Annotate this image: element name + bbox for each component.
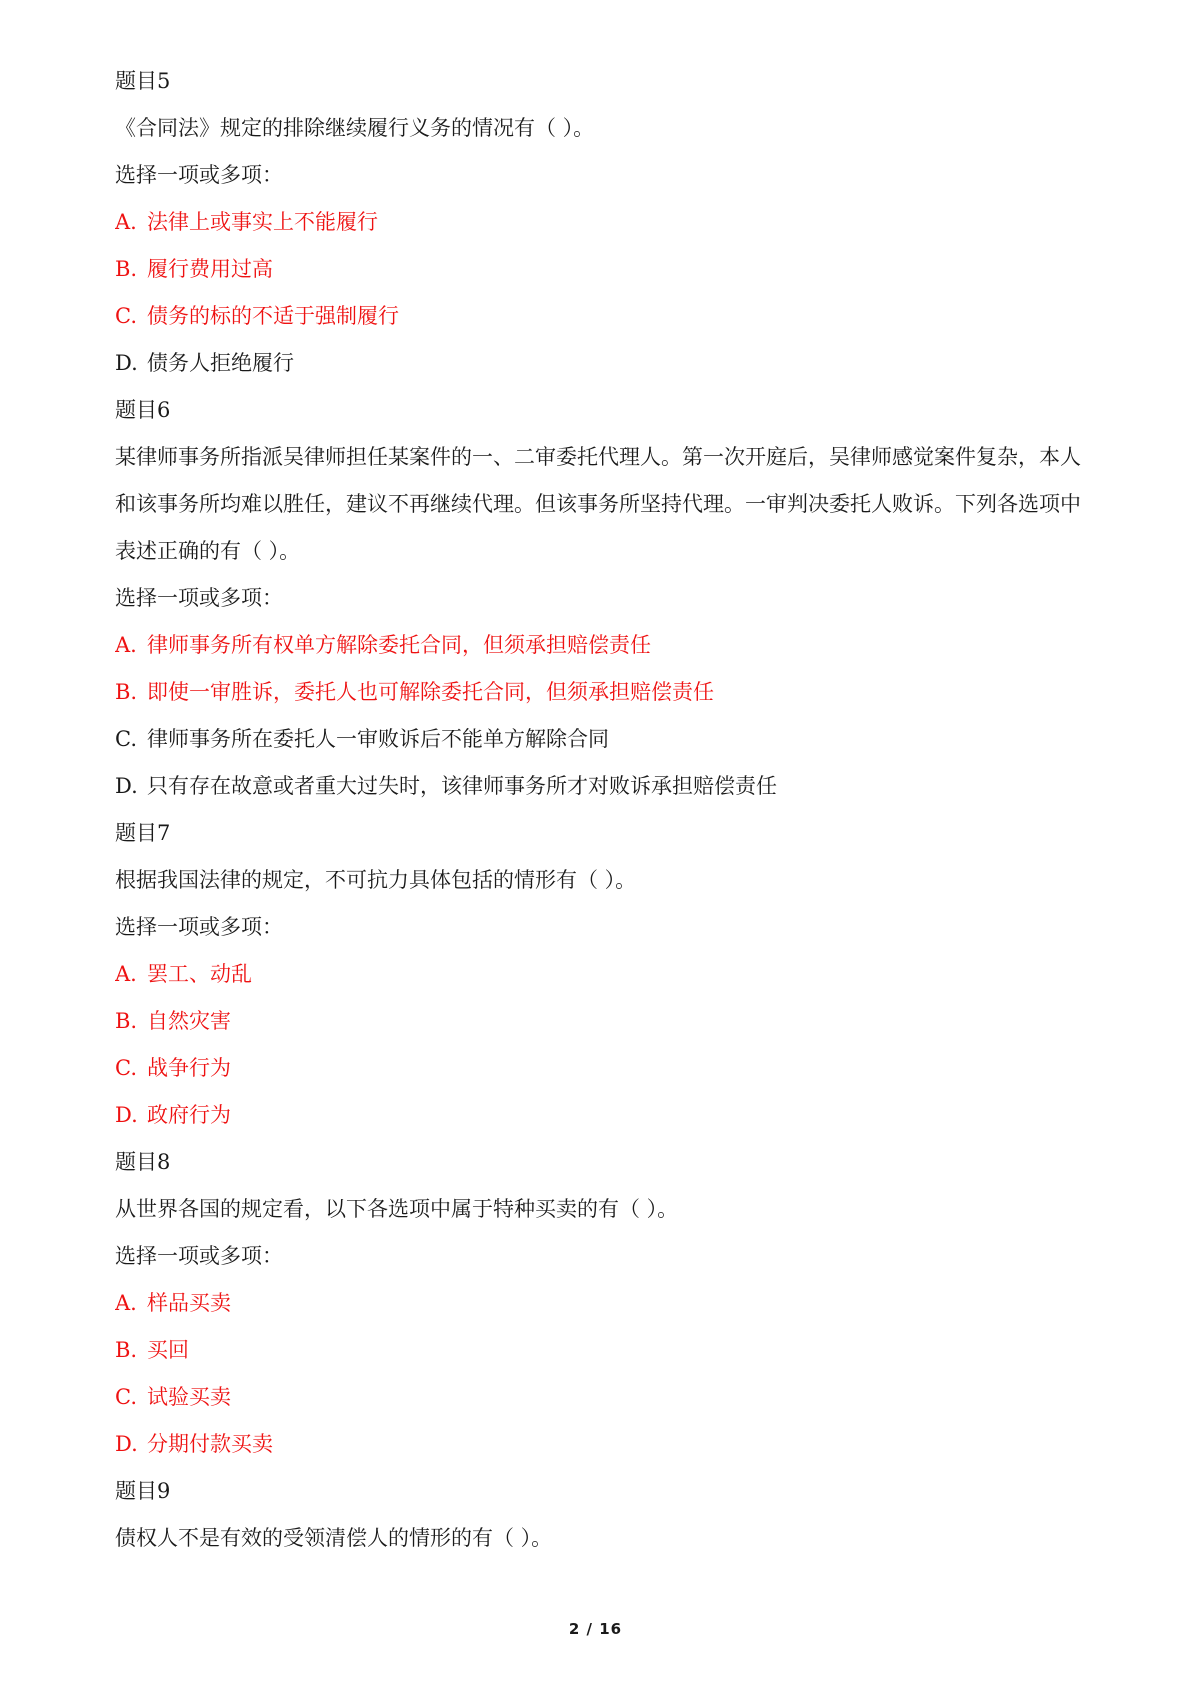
option-item (115, 1327, 1095, 1374)
question-title: 题目6 (115, 398, 171, 422)
option-item (115, 246, 1095, 293)
question-title: 题目5 (115, 69, 171, 93)
option-letter: C. (115, 1385, 137, 1409)
option-item (115, 340, 1095, 387)
option-letter: B. (115, 1009, 138, 1033)
option-letter: D. (115, 351, 138, 375)
option-letter: D. (115, 1103, 138, 1127)
question-title: 题目8 (115, 1150, 171, 1174)
question-stem: 从世界各国的规定看，以下各选项中属于特种买卖的有（ ）。 (115, 1197, 679, 1221)
option-letter: B. (115, 257, 138, 281)
option-item (115, 669, 1095, 716)
option-text: 履行费用过高 (147, 257, 273, 281)
option-text: 自然灾害 (147, 1009, 231, 1033)
question-stem: 《合同法》规定的排除继续履行义务的情况有（ ）。 (115, 116, 595, 140)
option-item (115, 1421, 1095, 1468)
option-item (115, 1045, 1095, 1092)
option-item (115, 293, 1095, 340)
option-letter: C. (115, 304, 137, 328)
option-text: 政府行为 (147, 1103, 231, 1127)
option-text: 买回 (147, 1338, 189, 1362)
option-letter: C. (115, 727, 137, 751)
option-text: 债务的标的不适于强制履行 (147, 304, 399, 328)
option-letter: C. (115, 1056, 137, 1080)
option-item (115, 622, 1095, 669)
option-text: 律师事务所在委托人一审败诉后不能单方解除合同 (147, 727, 609, 751)
option-letter: A. (115, 210, 137, 234)
question-instruction: 选择一项或多项： (115, 915, 283, 939)
option-item (115, 1280, 1095, 1327)
question-instruction: 选择一项或多项： (115, 586, 283, 610)
question-instruction: 选择一项或多项： (115, 163, 283, 187)
option-text: 罢工、动乱 (147, 962, 252, 986)
option-item (115, 951, 1095, 998)
option-text: 即使一审胜诉，委托人也可解除委托合同，但须承担赔偿责任 (147, 680, 714, 704)
option-letter: A. (115, 1291, 137, 1315)
option-item (115, 1092, 1095, 1139)
question-stem: 某律师事务所指派吴律师担任某案件的一、二审委托代理人。第一次开庭后，吴律师感觉案件复杂，本人和该事务所均难以胜任，建议不再继续代理。但该事务所坚持代理。一审判决委托人败诉。下列各选项中表述正确的有（ ）。 (115, 445, 1081, 563)
option-item (115, 1374, 1095, 1421)
question-instruction: 选择一项或多项： (115, 1244, 283, 1268)
option-letter: D. (115, 774, 138, 798)
question-stem: 根据我国法律的规定，不可抗力具体包括的情形有（ ）。 (115, 868, 637, 892)
option-letter: A. (115, 633, 137, 657)
question-title: 题目9 (115, 1479, 171, 1503)
option-text: 样品买卖 (147, 1291, 231, 1315)
option-text: 法律上或事实上不能履行 (147, 210, 378, 234)
option-text: 债务人拒绝履行 (147, 351, 294, 375)
question-stem: 债权人不是有效的受领清偿人的情形的有（ ）。 (115, 1526, 553, 1550)
option-item (115, 199, 1095, 246)
option-text: 战争行为 (147, 1056, 231, 1080)
option-item (115, 763, 1095, 810)
option-text: 只有存在故意或者重大过失时，该律师事务所才对败诉承担赔偿责任 (147, 774, 777, 798)
page-number: 2 / 16 (568, 1620, 623, 1638)
option-letter: B. (115, 1338, 138, 1362)
option-letter: B. (115, 680, 138, 704)
option-text: 律师事务所有权单方解除委托合同，但须承担赔偿责任 (147, 633, 651, 657)
option-text: 分期付款买卖 (147, 1432, 273, 1456)
option-text: 试验买卖 (147, 1385, 231, 1409)
option-letter: D. (115, 1432, 138, 1456)
question-title: 题目7 (115, 821, 171, 845)
option-item (115, 998, 1095, 1045)
option-letter: A. (115, 962, 137, 986)
option-item (115, 716, 1095, 763)
question-list (115, 58, 1095, 1562)
